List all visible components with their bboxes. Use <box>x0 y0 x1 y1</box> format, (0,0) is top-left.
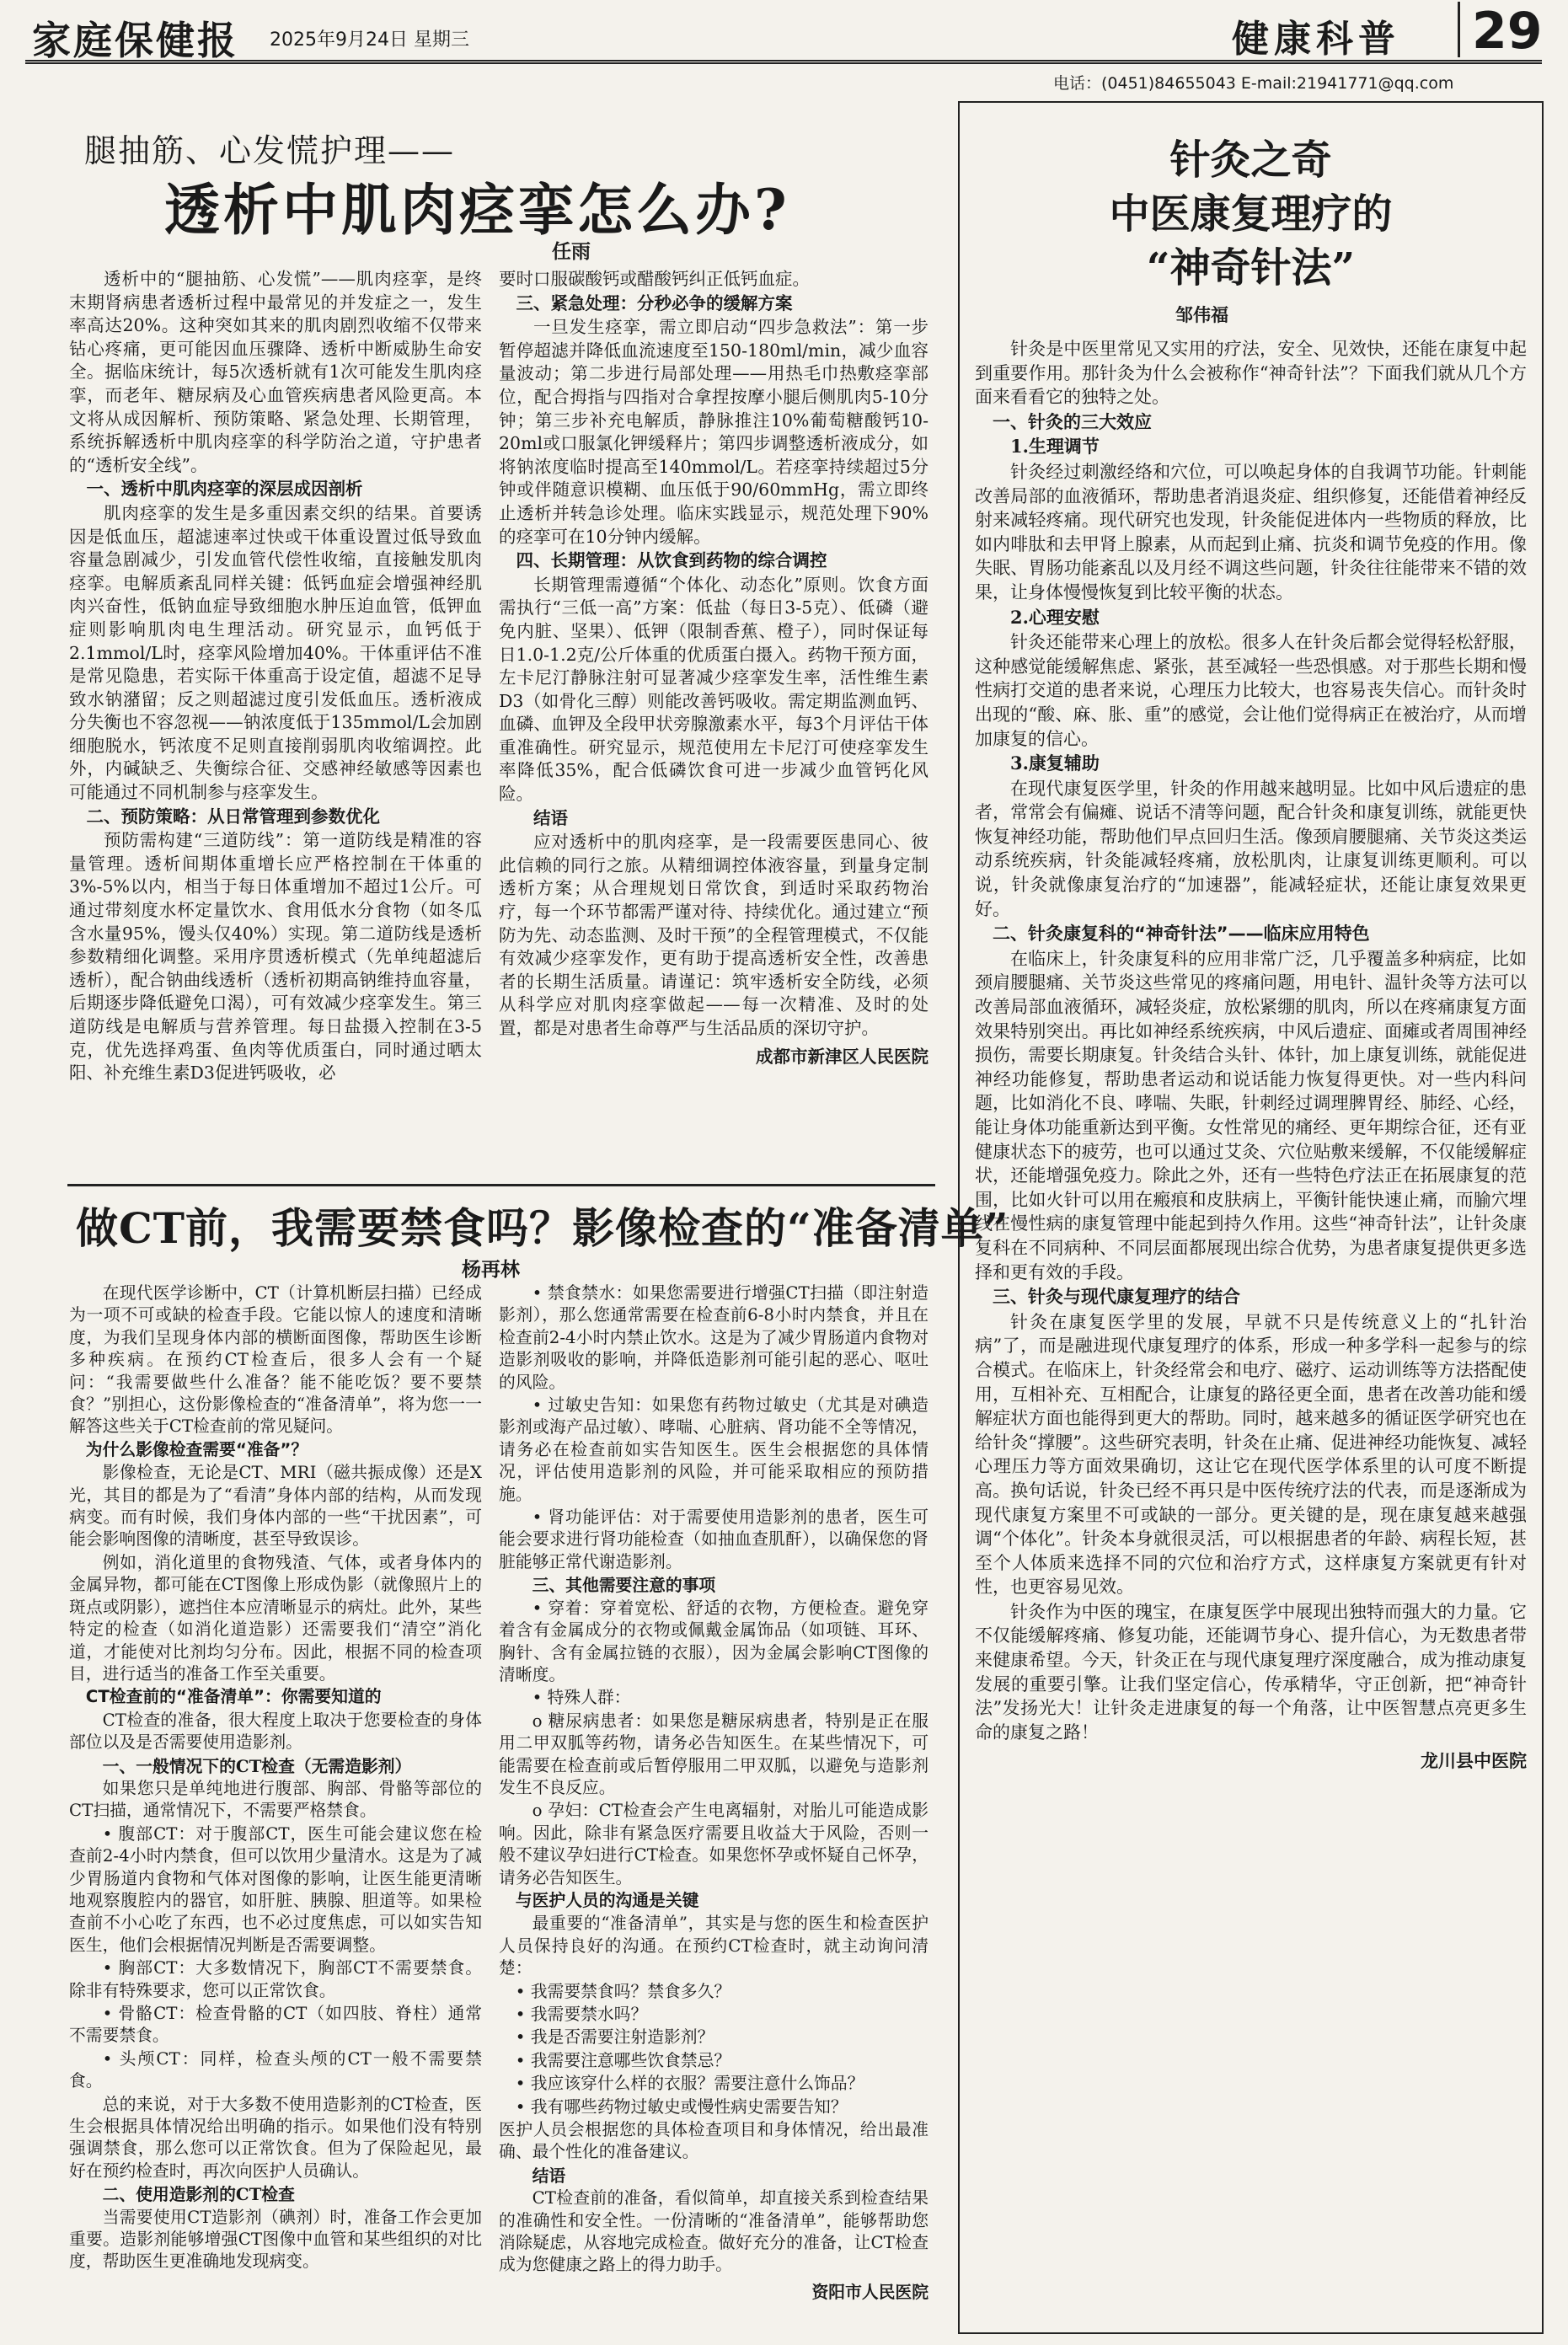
paragraph: 肌肉痉挛的发生是多重因素交织的结果。首要诱因是低血压，超滤速率过快或干体重设置过低导致血容量急剧减少，引发血管代偿性收缩，直接触发肌肉痉挛。电解质紊乱同样关键：低钙血症会增强神经肌肉兴奋性，低钠血症导致细胞水肿压迫血管，低钾血症则影响肌肉电生理活动。研究显示，血钙低于2.1mmol/L时，痉挛风险增加40%。干体重评估不准是常见隐患，若实际干体重高于设定值，超滤不足导致水钠潴留；反之则超滤过度引发低血压。透析液成分失衡也不容忽视——钠浓度低于135mmol/L会加剧细胞脱水，钙浓度不足则直接削弱肌肉收缩调控。此外，内碱缺乏、失衡综合征、交感神经敏感等因素也可能通过不同机制参与痉挛发生。 <box>69 502 482 803</box>
paragraph: 针灸在康复医学里的发展，早就不只是传统意义上的“扎针治病”了，而是融进现代康复理疗的体系，形成一种多学科一起参与的综合模式。在临床上，针灸经常会和电疗、磁疗、运动训练等方法搭配使用，互相补充、互相配合，让康复的路径更全面，患者在改善功能和缓解症状方面也能得到更大的帮助。同时，越来越多的循证医学研究也在给针灸“撑腰”。这些研究表明，针灸在止痛、促进神经功能恢复、减轻心理压力等方面效果确切，这让它在现代医学体系里的认可度不断提高。换句话说，针灸已经不再只是中医传统疗法的代表，而是逐渐成为现代康复方案里不可或缺的一部分。更关键的是，现在康复越来越强调“个体化”。针灸本身就很灵活，可以根据患者的年龄、病程长短，甚至个人体质来选择不同的穴位和治疗方式，这样康复方案就更有针对性，也更容易见效。 <box>975 1311 1527 1598</box>
paragraph: 一旦发生痉挛，需立即启动“四步急救法”：第一步暂停超滤并降低血流速度至150-180ml/min，减少血容量波动；第二步进行局部处理——用热毛巾热敷痉挛部位，配合拇指与四指对合拿捏按摩小腿后侧肌肉5-10分钟；第三步补充电解质，静脉推注10%葡萄糖酸钙10-20ml或口服氯化钾缓释片；第四步调整透析液成分，如将钠浓度临时提高至140mmol/L。若痉挛持续超过5分钟或伴随意识模糊、血压低于90/60mmHg，需立即终止透析并转急诊处理。临床实践显示，规范处理下90%的痉挛可在10分钟内缓解。 <box>499 317 928 547</box>
institution-credit: 龙川县中医院 <box>1421 1751 1527 1772</box>
sub-heading: 三、其他需要注意的事项 <box>532 1575 716 1596</box>
section-heading: 二、预防策略：从日常管理到参数优化 <box>86 806 380 827</box>
paragraph: CT检查前的准备，看似简单，却直接关系到检查结果的准确性和安全性。一份清晰的“准备清单”，能够帮助您消除疑虑，从容地完成检查。做好充分的准备，让CT检查成为您健康之路上的得力助手。 <box>499 2188 928 2275</box>
article3-title-line-1: 针灸之奇 <box>1169 137 1332 184</box>
paragraph: • 禁食禁水：如果您需要进行增强CT扫描（即注射造影剂），那么您通常需要在检查前6-8小时内禁食，并且在检查前2-4小时内禁止饮水。这是为了减少胃肠道内食物对造影剂吸收的影响，并降低造影剂可能引起的恶心、呕吐的风险。 <box>499 1283 928 1392</box>
section-heading: 三、紧急处理：分秒必争的缓解方案 <box>516 292 793 313</box>
issue-date: 2025年9月24日 星期三 <box>270 29 469 51</box>
section-title: 健康科普 <box>1232 18 1400 61</box>
paragraph: 医护人员会根据您的具体检查项目和身体情况，给出最准确、最个性化的准备建议。 <box>499 2120 928 2162</box>
article2-author: 杨再林 <box>462 1259 520 1281</box>
paragraph: • 腹部CT：对于腹部CT，医生可能会建议您在检查前2-4小时内禁食，但可以饮用少量清水。这是为了减少胃肠道内食物和气体对图像的影响，让医生能更清晰地观察腹腔内的器官，如肝脏、胰腺、胆道等。如果检查前不小心吃了东西，也不必过度焦虑，可以如实告知医生，他们会根据情况判断是否需要调整。 <box>69 1823 482 1955</box>
institution-credit: 资阳市人民医院 <box>811 2282 928 2302</box>
contact-info: 电话：(0451)84655043 E-mail:21941771@qq.com <box>1053 74 1454 93</box>
article1-title: 透析中肌肉痉挛怎么办? <box>164 177 790 243</box>
section-heading: 一、透析中肌肉痉挛的深层成因剖析 <box>86 479 363 500</box>
paragraph: 最重要的“准备清单”，其实是与您的医生和检查医护人员保持良好的沟通。在预约CT检查时，就主动询问清楚： <box>499 1914 928 1978</box>
sub-heading: 3.康复辅助 <box>1010 752 1100 774</box>
paragraph: o 糖尿病患者：如果您是糖尿病患者，特别是正在服用二甲双胍等药物，请务必告知医生。在某些情况下，可能需要在检查前或后暂停服用二甲双胍，以避免与造影剂发生不良反应。 <box>499 1711 928 1797</box>
paragraph: CT检查的准备，很大程度上取决于您要检查的身体部位以及是否需要使用造影剂。 <box>69 1710 482 1753</box>
sub-heading: 1.生理调节 <box>1010 436 1100 458</box>
paragraph: 当需要使用CT造影剂（碘剂）时，准备工作会更加重要。造影剂能够增强CT图像中血管和某些组织的对比度，帮助医生更准确地发现病变。 <box>69 2207 482 2272</box>
article3-body <box>975 337 1527 2321</box>
bullet-item: • 我是否需要注射造影剂？ <box>515 2027 714 2048</box>
sub-heading: 二、使用造影剂的CT检查 <box>102 2184 295 2205</box>
section-heading: CT检查前的“准备清单”：你需要知道的 <box>85 1687 382 1707</box>
bullet-item: • 我需要禁食吗？禁食多久？ <box>515 1981 731 2001</box>
bullet-item: • 我有哪些药物过敏史或慢性病史需要告知？ <box>515 2096 848 2117</box>
paragraph: 在现代医学诊断中，CT（计算机断层扫描）已经成为一项不可或缺的检查手段。它能以惊人的速度和清晰度，为我们呈现身体内部的横断面图像，帮助医生诊断多种疾病。在预约CT检查后，很多人会有一个疑问：“我需要做些什么准备？能不能吃饭？要不要禁食？”别担心，这份影像检查的“准备清单”，将为您一一解答这些关于CT检查前的常见疑问。 <box>69 1283 482 1437</box>
article1-author: 任雨 <box>552 241 591 263</box>
paragraph: 如果您只是单纯地进行腹部、胸部、骨骼等部位的CT扫描，通常情况下，不需要严格禁食。 <box>69 1778 482 1821</box>
article1-kicker: 腿抽筋、心发慌护理—— <box>84 132 456 169</box>
paragraph: 例如，消化道里的食物残渣、气体，或者身体内的金属异物，都可能在CT图像上形成伪影（就像照片上的斑点或阴影），遮挡住本应清晰显示的病灶。此外，某些特定的检查（如消化道造影）还需要我们“清空”消化道，才能使对比剂均匀分布。因此，根据不同的检查项目，进行适当的准备工作至关重要。 <box>69 1552 482 1684</box>
bullet-item: • 我需要注意哪些饮食禁忌？ <box>515 2050 731 2070</box>
paragraph: 针灸经过刺激经络和穴位，可以唤起身体的自我调节功能。针刺能改善局部的血液循环，帮助患者消退炎症、组织修复，还能借着神经反射来减轻疼痛。现代研究也发现，针灸能促进体内一些物质的释放，比如内啡肽和去甲肾上腺素，从而起到止痛、抗炎和调节免疫的作用。像失眠、胃肠功能紊乱以及月经不调这些问题，针灸往往能带来不错的效果，让身体慢慢恢复到比较平衡的状态。 <box>975 461 1527 602</box>
paragraph: 应对透析中的肌肉痉挛，是一段需要医患同心、彼此信赖的同行之旅。从精细调控体液容量，到量身定制透析方案；从合理规划日常饮食，到适时采取药物治疗，每一个环节都需严谨对待、持续优化。通过建立“预防为先、动态监测、及时干预”的全程管理模式，不仅能有效减少痉挛发作，更有助于提高透析安全性，改善患者的长期生活质量。请谨记：筑牢透析安全防线，必须从科学应对肌肉痉挛做起——每一次精准、及时的处置，都是对患者生命尊严与生活品质的深切守护。 <box>499 832 928 1038</box>
paragraph: • 骨骼CT：检查骨骼的CT（如四肢、脊柱）通常不需要禁食。 <box>69 2004 482 2046</box>
article3-title-line-2: 中医康复理疗的 <box>1109 190 1393 238</box>
section-heading: 三、针灸与现代康复理疗的结合 <box>993 1287 1240 1308</box>
article1-column-2 <box>499 268 928 1178</box>
paragraph: 长期管理需遵循“个体化、动态化”原则。饮食方面需执行“三低一高”方案：低盐（每日3-5克）、低磷（避免内脏、坚果）、低钾（限制香蕉、橙子），同时保证每日1.0-1.2克/公斤体重的优质蛋白摄入。药物干预方面，左卡尼汀静脉注射可显著减少痉挛发生率，活性维生素D3（如骨化三醇）则能改善钙吸收。需定期监测血钙、血磷、血钾及全段甲状旁腺激素水平，每3个月评估干体重准确性。研究显示，规范使用左卡尼汀可使痉挛发生率降低35%，配合低磷饮食可进一步减少血管钙化风险。 <box>499 574 928 805</box>
section-divider <box>67 1184 935 1186</box>
paragraph: o 孕妇：CT检查会产生电离辐射，对胎儿可能造成影响。因此，除非有紧急医疗需要且收益大于风险，否则一般不建议孕妇进行CT检查。如果您怀孕或怀疑自己怀孕，请务必告知医生。 <box>499 1801 928 1887</box>
bullet-item: • 我应该穿什么样的衣服？需要注意什么饰品？ <box>515 2074 864 2094</box>
paragraph: • 特殊人群： <box>532 1688 631 1708</box>
article2-title: 做CT前，我需要禁食吗？影像检查的“准备清单” <box>76 1203 1009 1253</box>
paragraph: • 肾功能评估：对于需要使用造影剂的患者，医生可能会要求进行肾功能检查（如抽血查肌酐），以确保您的肾脏能够正常代谢造影剂。 <box>499 1507 928 1571</box>
article2-column-2 <box>499 1282 928 2327</box>
bullet-item: • 我需要禁水吗？ <box>515 2005 648 2024</box>
paragraph: 透析中的“腿抽筋、心发慌”——肌肉痉挛，是终末期肾病患者透析过程中最常见的并发症之一，发生率高达20%。这种突如其来的肌肉剧烈收缩不仅带来钻心疼痛，更可能因血压骤降、透析中断威胁生命安全。据临床统计，每5次透析就有1次可能发生肌肉痉挛，而老年、糖尿病及心血管疾病患者风险更高。本文将从成因解析、预防策略、紧急处理、长期管理，系统拆解透析中肌肉痉挛的科学防治之道，守护患者的“透析安全线”。 <box>69 269 482 475</box>
institution-credit: 成都市新津区人民医院 <box>756 1046 928 1067</box>
paragraph: 预防需构建“三道防线”：第一道防线是精准的容量管理。透析间期体重增长应严格控制在干体重的3%-5%以内，相当于每日体重增加不超过1公斤。可通过带刻度水杯定量饮水、食用低水分食物（如冬瓜含水量95%，馒头仅40%）实现。第二道防线是透析参数精细化调整。采用序贯透析模式（先单纯超滤后透析），配合钠曲线透析（透析初期高钠维持血容量，后期逐步降低避免口渴），可有效减少痉挛发生。第三道防线是电解质与营养管理。每日盐摄入控制在3-5克，优先选择鸡蛋、鱼肉等优质蛋白，同时通过晒太阳、补充维生素D3促进钙吸收，必 <box>69 830 482 1084</box>
section-heading: 为什么影像检查需要“准备”？ <box>85 1439 308 1459</box>
page-number: 29 <box>1458 2 1543 57</box>
article3-title <box>958 133 1544 295</box>
paragraph: 针灸是中医里常见又实用的疗法，安全、见效快，还能在康复中起到重要作用。那针灸为什么会被称作“神奇针法”？下面我们就从几个方面来看看它的独特之处。 <box>975 339 1527 408</box>
paragraph: 在现代康复医学里，针灸的作用越来越明显。比如中风后遗症的患者，常常会有偏瘫、说话不清等问题，配合针灸和康复训练，就能更快恢复神经功能，帮助他们早点回归生活。像颈肩腰腿痛、关节炎这类运动系统疾病，针灸能减轻疼痛，放松肌肉，让康复训练更顺利。可以说，针灸就像康复治疗的“加速器”，能减轻症状，还能让康复效果更好。 <box>975 778 1527 919</box>
article1-column-1 <box>69 268 482 1178</box>
section-heading: 一、针灸的三大效应 <box>993 411 1152 432</box>
section-heading: 与医护人员的沟通是关键 <box>515 1890 699 1910</box>
article2-column-1 <box>69 1282 482 2327</box>
paragraph: 要时口服碳酸钙或醋酸钙纠正低钙血症。 <box>499 269 810 289</box>
paragraph: 针灸作为中医的瑰宝，在康复医学中展现出独特而强大的力量。它不仅能缓解疼痛、修复功能，还能调节身心、提升信心，为无数患者带来健康希望。今天，针灸正在与现代康复理疗深度融合，成为推动康复发展的重要引擎。让我们坚定信心，传承精华，守正创新，把“神奇针法”发扬光大！让针灸走进康复的每一个角落，让中医智慧点亮更多生命的康复之路！ <box>975 1601 1527 1743</box>
masthead <box>25 2 1543 64</box>
paragraph: 影像检查，无论是CT、MRI（磁共振成像）还是X光，其目的都是为了“看清”身体内部的结构，从而发现病变。而有时候，我们身体内部的一些“干扰因素”，可能会影响图像的清晰度，甚至导致误诊。 <box>69 1463 482 1550</box>
paragraph: 在临床上，针灸康复科的应用非常广泛，几乎覆盖多种病症，比如颈肩腰腿痛、关节炎这些常见的疼痛问题，用电针、温针灸等方法可以改善局部血液循环，减轻炎症，放松紧绷的肌肉，所以在疼痛康复方面效果特别突出。再比如神经系统疾病，中风后遗症、面瘫或者周围神经损伤，需要长期康复。针灸结合头针、体针，加上康复训练，就能促进神经功能修复，帮助患者运动和说话能力恢复得更快。对一些内科问题，比如消化不良、哮喘、失眠，针刺经过调理脾胃经、肺经、心经，能让身体功能重新达到平衡。女性常见的痛经、更年期综合征，还有亚健康状态下的疲劳，也可以通过艾灸、穴位贴敷来缓解，不仅能缓解症状，还能增强免疫力。除此之外，还有一些特色疗法正在拓展康复的范围，比如火针可以用在瘢痕和皮肤病上，平衡针能快速止痛，而腧穴埋线在慢性病的康复管理中能起到持久作用。这些“神奇针法”，让针灸康复科在不同病种、不同层面都展现出综合优势，为患者康复提供更多选择和更有效的手段。 <box>975 948 1527 1282</box>
paragraph: • 穿着：穿着宽松、舒适的衣物，方便检查。避免穿着含有金属成分的衣物或佩戴金属饰品（如项链、耳环、胸针、含有金属拉链的衣服），因为金属会影响CT图像的清晰度。 <box>499 1598 928 1684</box>
article3-author: 邹伟福 <box>1175 305 1228 325</box>
sub-heading: 2.心理安慰 <box>1010 606 1100 628</box>
paragraph: • 过敏史告知：如果您有药物过敏史（尤其是对碘造影剂或海产品过敏）、哮喘、心脏病、肾功能不全等情况，请务必在检查前如实告知医生。医生会根据您的具体情况，评估使用造影剂的风险，并可能采取相应的预防措施。 <box>499 1395 928 1504</box>
paragraph: 针灸还能带来心理上的放松。很多人在针灸后都会觉得轻松舒服，这种感觉能缓解焦虑、紧张，甚至减轻一些恐惧感。对于那些长期和慢性病打交道的患者来说，心理压力比较大，也容易丧失信心。而针灸时出现的“酸、麻、胀、重”的感觉，会让他们觉得病正在被治疗，从而增加康复的信心。 <box>975 632 1527 749</box>
sub-heading: 结语 <box>532 2165 566 2186</box>
paper-name: 家庭保健报 <box>32 18 238 63</box>
paragraph: 总的来说，对于大多数不使用造影剂的CT检查，医生会根据具体情况给出明确的指示。如果他们没有特别强调禁食，那么您可以正常饮食。但为了保险起见，最好在预约检查时，再次向医护人员确认。 <box>69 2094 482 2181</box>
section-heading: 二、针灸康复科的“神奇针法”——临床应用特色 <box>993 924 1370 945</box>
paragraph: • 胸部CT：大多数情况下，胸部CT不需要禁食。除非有特殊要求，您可以正常饮食。 <box>69 1958 482 2000</box>
paragraph: • 头颅CT：同样，检查头颅的CT一般不需要禁食。 <box>69 2048 482 2091</box>
article3-title-line-3: “神奇针法” <box>1146 244 1356 292</box>
sub-heading: 结语 <box>533 807 568 828</box>
section-heading: 四、长期管理：从饮食到药物的综合调控 <box>516 550 827 571</box>
sub-heading: 一、一般情况下的CT检查（无需造影剂） <box>102 1755 412 1776</box>
